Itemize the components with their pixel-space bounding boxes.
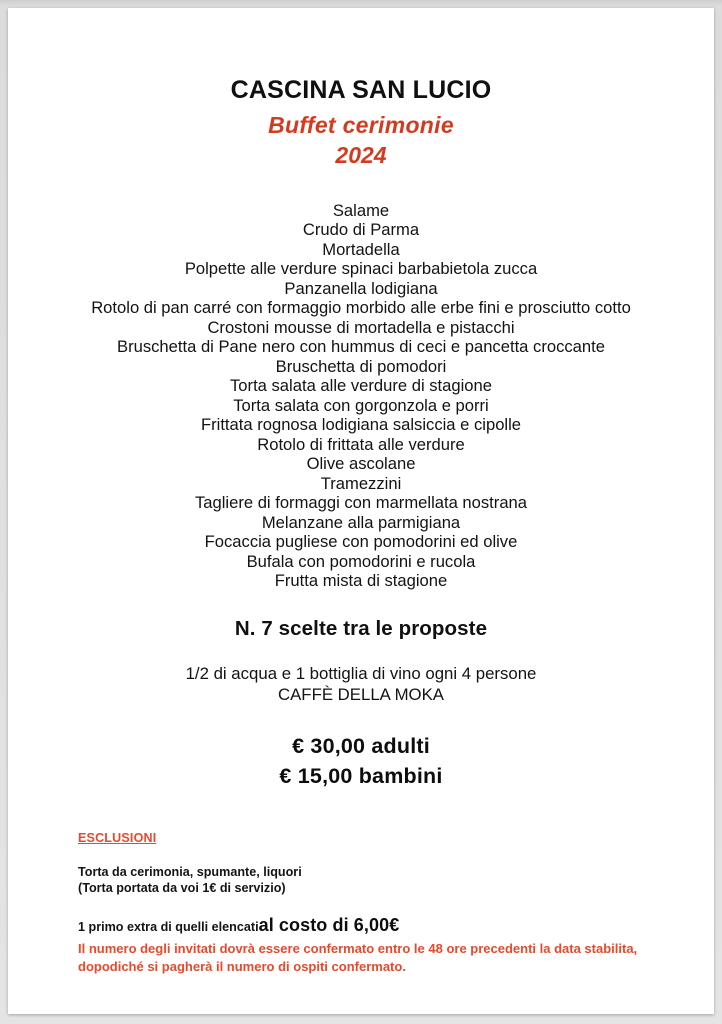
- price-adults: € 30,00 adulti: [292, 733, 430, 758]
- list-item: Rotolo di frittata alle verdure: [257, 434, 465, 454]
- list-item: Polpette alle verdure spinaci barbabietola zucca: [184, 259, 538, 278]
- list-item: Frutta mista di stagione: [274, 571, 448, 590]
- exclusions-section: [30, 829, 692, 976]
- drinks-water-wine: 1/2 di acqua e 1 bottiglia di vino ogni 4 persone: [185, 663, 537, 683]
- choices-count: N. 7 scelte tra le proposte: [234, 616, 488, 640]
- extra-course-price: al costo di 6,00€: [258, 914, 400, 935]
- list-item: Mortadella: [322, 239, 400, 259]
- list-item: Melanzane alla parmigiana: [261, 512, 461, 532]
- dish-list: [30, 201, 692, 591]
- list-item: Bruschetta di pomodori: [275, 356, 447, 376]
- confirmation-notice: Il numero degli invitati dovrà essere confermato entro le 48 ore precedenti la data stabilita, dopodiché si pagherà il numero di ospiti confermato.: [78, 941, 638, 974]
- document-year: 2024: [335, 141, 387, 168]
- menu-sheet: [8, 8, 714, 1014]
- list-item: Tramezzini: [320, 473, 402, 493]
- prices-section: [30, 731, 692, 791]
- drinks-coffee: CAFFÈ DELLA MOKA: [278, 684, 444, 704]
- list-item: Rotolo di pan carré con formaggio morbido alle erbe fini e prosciutto cotto: [91, 298, 631, 317]
- list-item: Panzanella lodigiana: [284, 278, 438, 298]
- list-item: Torta salata alle verdure di stagione: [230, 376, 492, 395]
- list-item: Tagliere di formaggi con marmellata nostrana: [194, 493, 528, 512]
- list-item: Focaccia pugliese con pomodorini ed olive: [204, 532, 518, 551]
- exclusion-item-service-fee: (Torta portata da voi 1€ di servizio): [78, 880, 286, 895]
- list-item: Salame: [332, 200, 390, 220]
- list-item: Crostoni mousse di mortadella e pistacchi: [207, 317, 515, 337]
- list-item: Bufala con pomodorini e rucola: [246, 551, 476, 571]
- document-page: [8, 8, 714, 1014]
- extra-course-line: [78, 916, 662, 936]
- exclusions-heading: ESCLUSIONI: [78, 830, 157, 845]
- drinks-section: [30, 663, 692, 705]
- price-children: € 15,00 bambini: [279, 763, 443, 788]
- list-item: Torta salata con gorgonzola e porri: [233, 395, 489, 415]
- document-subtitle: Buffet cerimonie: [268, 112, 454, 138]
- list-item: Olive ascolane: [306, 454, 416, 473]
- exclusion-item-cake: Torta da cerimonia, spumante, liquori: [78, 864, 302, 879]
- list-item: Bruschetta di Pane nero con hummus di ceci e pancetta croccante: [117, 337, 605, 356]
- list-item: Crudo di Parma: [302, 220, 420, 239]
- list-item: Frittata rognosa lodigiana salsiccia e cipolle: [200, 415, 522, 434]
- extra-course-label: 1 primo extra di quelli elencati: [78, 919, 259, 934]
- exclusions-body: [78, 864, 662, 896]
- page-title: CASCINA SAN LUCIO: [230, 76, 492, 104]
